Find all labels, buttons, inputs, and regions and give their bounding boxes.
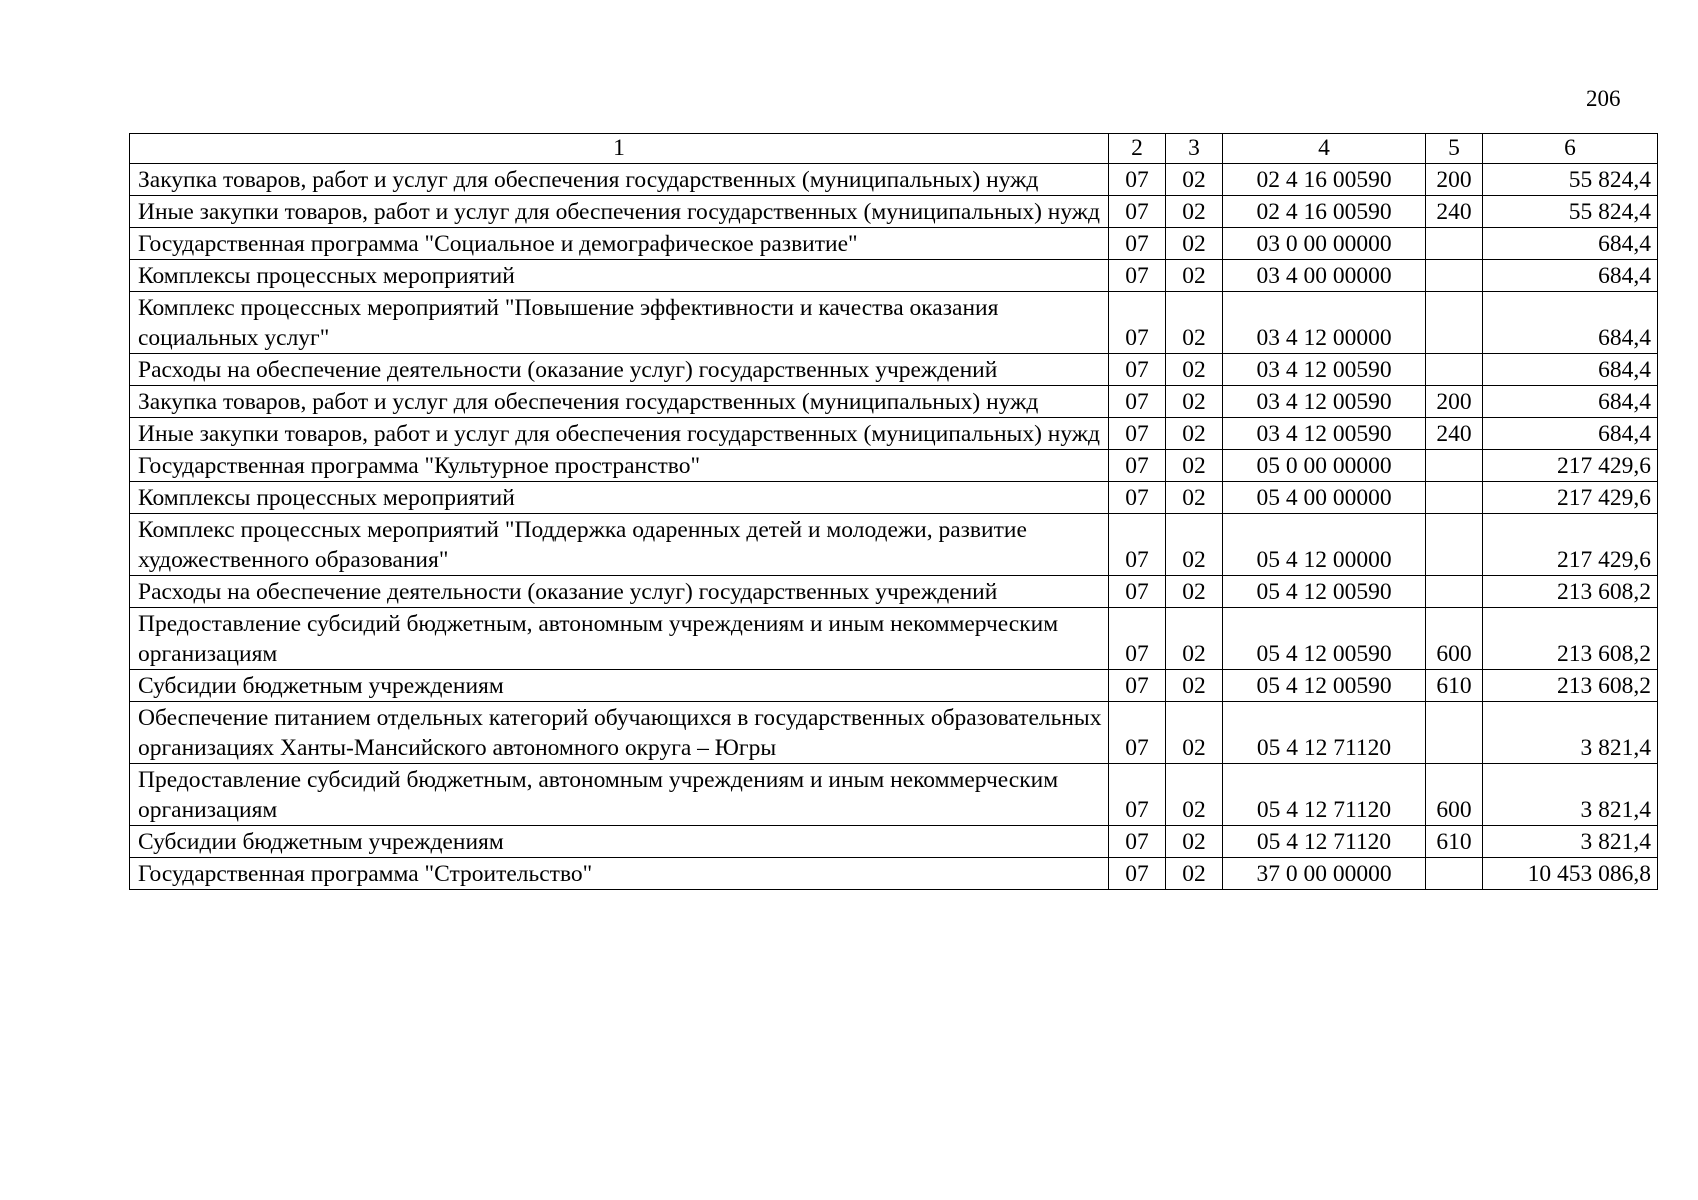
row-subsection-cell: 02 bbox=[1166, 196, 1223, 228]
row-target-article-cell: 03 0 00 00000 bbox=[1223, 228, 1426, 260]
row-expense-type-cell: 610 bbox=[1426, 670, 1483, 702]
row-section-cell: 07 bbox=[1109, 354, 1166, 386]
table-row bbox=[130, 576, 1658, 608]
row-section-cell: 07 bbox=[1109, 858, 1166, 890]
row-target-article-cell: 05 4 12 00590 bbox=[1223, 670, 1426, 702]
row-expense-type-cell bbox=[1426, 354, 1483, 386]
row-subsection-cell: 02 bbox=[1166, 482, 1223, 514]
row-expense-type-cell bbox=[1426, 576, 1483, 608]
row-section-cell: 07 bbox=[1109, 826, 1166, 858]
row-expense-type-cell: 600 bbox=[1426, 764, 1483, 826]
table-row bbox=[130, 608, 1658, 670]
row-subsection-cell: 02 bbox=[1166, 764, 1223, 826]
table-row bbox=[130, 418, 1658, 450]
row-subsection-cell: 02 bbox=[1166, 228, 1223, 260]
row-target-article-cell: 03 4 12 00590 bbox=[1223, 418, 1426, 450]
row-name-cell: Расходы на обеспечение деятельности (оказание услуг) государственных учреждений bbox=[130, 576, 1109, 608]
row-expense-type-cell bbox=[1426, 514, 1483, 576]
row-amount-cell: 213 608,2 bbox=[1483, 670, 1658, 702]
row-target-article-cell: 03 4 12 00590 bbox=[1223, 354, 1426, 386]
row-section-cell: 07 bbox=[1109, 764, 1166, 826]
row-target-article-cell: 02 4 16 00590 bbox=[1223, 164, 1426, 196]
row-subsection-cell: 02 bbox=[1166, 608, 1223, 670]
row-amount-cell: 213 608,2 bbox=[1483, 576, 1658, 608]
table-row bbox=[130, 386, 1658, 418]
row-expense-type-cell bbox=[1426, 482, 1483, 514]
row-target-article-cell: 05 0 00 00000 bbox=[1223, 450, 1426, 482]
header-col-2: 2 bbox=[1109, 134, 1166, 164]
row-name-cell: Расходы на обеспечение деятельности (оказание услуг) государственных учреждений bbox=[130, 354, 1109, 386]
budget-table bbox=[129, 133, 1658, 890]
table-row bbox=[130, 514, 1658, 576]
row-name-cell: Субсидии бюджетным учреждениям bbox=[130, 826, 1109, 858]
row-amount-cell: 3 821,4 bbox=[1483, 702, 1658, 764]
row-target-article-cell: 05 4 12 71120 bbox=[1223, 764, 1426, 826]
row-section-cell: 07 bbox=[1109, 292, 1166, 354]
row-section-cell: 07 bbox=[1109, 608, 1166, 670]
row-subsection-cell: 02 bbox=[1166, 826, 1223, 858]
header-col-5: 5 bbox=[1426, 134, 1483, 164]
row-name-cell: Комплексы процессных мероприятий bbox=[130, 260, 1109, 292]
row-name-cell: Государственная программа "Социальное и демографическое развитие" bbox=[130, 228, 1109, 260]
row-name-cell: Закупка товаров, работ и услуг для обеспечения государственных (муниципальных) нужд bbox=[130, 164, 1109, 196]
row-target-article-cell: 03 4 00 00000 bbox=[1223, 260, 1426, 292]
header-col-6: 6 bbox=[1483, 134, 1658, 164]
row-amount-cell: 684,4 bbox=[1483, 354, 1658, 386]
row-amount-cell: 217 429,6 bbox=[1483, 482, 1658, 514]
row-target-article-cell: 37 0 00 00000 bbox=[1223, 858, 1426, 890]
row-target-article-cell: 05 4 12 00590 bbox=[1223, 576, 1426, 608]
row-expense-type-cell bbox=[1426, 292, 1483, 354]
table-row bbox=[130, 260, 1658, 292]
row-target-article-cell: 05 4 12 71120 bbox=[1223, 826, 1426, 858]
row-subsection-cell: 02 bbox=[1166, 260, 1223, 292]
row-expense-type-cell bbox=[1426, 858, 1483, 890]
row-name-cell: Государственная программа "Строительство" bbox=[130, 858, 1109, 890]
row-name-cell: Предоставление субсидий бюджетным, автономным учреждениям и иным некоммерческим организациям bbox=[130, 608, 1109, 670]
table-row bbox=[130, 858, 1658, 890]
table-row bbox=[130, 354, 1658, 386]
row-name-cell: Иные закупки товаров, работ и услуг для обеспечения государственных (муниципальных) нужд bbox=[130, 196, 1109, 228]
table-row bbox=[130, 292, 1658, 354]
row-subsection-cell: 02 bbox=[1166, 450, 1223, 482]
row-amount-cell: 684,4 bbox=[1483, 260, 1658, 292]
row-target-article-cell: 05 4 12 71120 bbox=[1223, 702, 1426, 764]
row-section-cell: 07 bbox=[1109, 386, 1166, 418]
row-subsection-cell: 02 bbox=[1166, 418, 1223, 450]
row-expense-type-cell: 200 bbox=[1426, 164, 1483, 196]
row-amount-cell: 10 453 086,8 bbox=[1483, 858, 1658, 890]
table-header-row bbox=[130, 134, 1658, 164]
row-name-cell: Субсидии бюджетным учреждениям bbox=[130, 670, 1109, 702]
row-subsection-cell: 02 bbox=[1166, 164, 1223, 196]
row-section-cell: 07 bbox=[1109, 196, 1166, 228]
row-amount-cell: 684,4 bbox=[1483, 228, 1658, 260]
row-name-cell: Закупка товаров, работ и услуг для обеспечения государственных (муниципальных) нужд bbox=[130, 386, 1109, 418]
row-target-article-cell: 05 4 12 00000 bbox=[1223, 514, 1426, 576]
row-subsection-cell: 02 bbox=[1166, 858, 1223, 890]
row-subsection-cell: 02 bbox=[1166, 702, 1223, 764]
row-name-cell: Комплекс процессных мероприятий "Повышение эффективности и качества оказания социальных услуг" bbox=[130, 292, 1109, 354]
table-row bbox=[130, 164, 1658, 196]
row-amount-cell: 684,4 bbox=[1483, 418, 1658, 450]
row-amount-cell: 3 821,4 bbox=[1483, 826, 1658, 858]
row-target-article-cell: 02 4 16 00590 bbox=[1223, 196, 1426, 228]
row-expense-type-cell: 240 bbox=[1426, 196, 1483, 228]
header-col-3: 3 bbox=[1166, 134, 1223, 164]
row-amount-cell: 217 429,6 bbox=[1483, 514, 1658, 576]
row-section-cell: 07 bbox=[1109, 702, 1166, 764]
row-expense-type-cell: 600 bbox=[1426, 608, 1483, 670]
row-target-article-cell: 05 4 12 00590 bbox=[1223, 608, 1426, 670]
row-section-cell: 07 bbox=[1109, 670, 1166, 702]
row-expense-type-cell: 200 bbox=[1426, 386, 1483, 418]
row-name-cell: Иные закупки товаров, работ и услуг для обеспечения государственных (муниципальных) нужд bbox=[130, 418, 1109, 450]
row-name-cell: Государственная программа "Культурное пространство" bbox=[130, 450, 1109, 482]
row-subsection-cell: 02 bbox=[1166, 354, 1223, 386]
row-amount-cell: 3 821,4 bbox=[1483, 764, 1658, 826]
row-subsection-cell: 02 bbox=[1166, 386, 1223, 418]
table-row bbox=[130, 670, 1658, 702]
row-section-cell: 07 bbox=[1109, 450, 1166, 482]
row-amount-cell: 55 824,4 bbox=[1483, 164, 1658, 196]
header-col-1: 1 bbox=[130, 134, 1109, 164]
row-amount-cell: 684,4 bbox=[1483, 386, 1658, 418]
row-expense-type-cell: 240 bbox=[1426, 418, 1483, 450]
row-section-cell: 07 bbox=[1109, 482, 1166, 514]
row-amount-cell: 217 429,6 bbox=[1483, 450, 1658, 482]
row-expense-type-cell bbox=[1426, 228, 1483, 260]
row-subsection-cell: 02 bbox=[1166, 292, 1223, 354]
row-section-cell: 07 bbox=[1109, 228, 1166, 260]
row-section-cell: 07 bbox=[1109, 576, 1166, 608]
row-expense-type-cell: 610 bbox=[1426, 826, 1483, 858]
table-row bbox=[130, 764, 1658, 826]
table-row bbox=[130, 196, 1658, 228]
row-expense-type-cell bbox=[1426, 260, 1483, 292]
header-col-4: 4 bbox=[1223, 134, 1426, 164]
row-amount-cell: 55 824,4 bbox=[1483, 196, 1658, 228]
row-name-cell: Предоставление субсидий бюджетным, автономным учреждениям и иным некоммерческим организациям bbox=[130, 764, 1109, 826]
row-name-cell: Комплекс процессных мероприятий "Поддержка одаренных детей и молодежи, развитие художественного образования" bbox=[130, 514, 1109, 576]
row-section-cell: 07 bbox=[1109, 164, 1166, 196]
row-expense-type-cell bbox=[1426, 702, 1483, 764]
table-row bbox=[130, 450, 1658, 482]
table-row bbox=[130, 702, 1658, 764]
table-row bbox=[130, 228, 1658, 260]
row-expense-type-cell bbox=[1426, 450, 1483, 482]
table-row bbox=[130, 482, 1658, 514]
table-row bbox=[130, 826, 1658, 858]
row-section-cell: 07 bbox=[1109, 260, 1166, 292]
row-section-cell: 07 bbox=[1109, 514, 1166, 576]
row-amount-cell: 213 608,2 bbox=[1483, 608, 1658, 670]
row-section-cell: 07 bbox=[1109, 418, 1166, 450]
row-subsection-cell: 02 bbox=[1166, 576, 1223, 608]
row-subsection-cell: 02 bbox=[1166, 670, 1223, 702]
row-target-article-cell: 03 4 12 00590 bbox=[1223, 386, 1426, 418]
row-subsection-cell: 02 bbox=[1166, 514, 1223, 576]
row-name-cell: Комплексы процессных мероприятий bbox=[130, 482, 1109, 514]
page-number: 206 bbox=[1586, 86, 1621, 111]
row-amount-cell: 684,4 bbox=[1483, 292, 1658, 354]
row-name-cell: Обеспечение питанием отдельных категорий обучающихся в государственных образовательных организациях Ханты-Мансийского автономного округа – Югры bbox=[130, 702, 1109, 764]
row-target-article-cell: 03 4 12 00000 bbox=[1223, 292, 1426, 354]
row-target-article-cell: 05 4 00 00000 bbox=[1223, 482, 1426, 514]
